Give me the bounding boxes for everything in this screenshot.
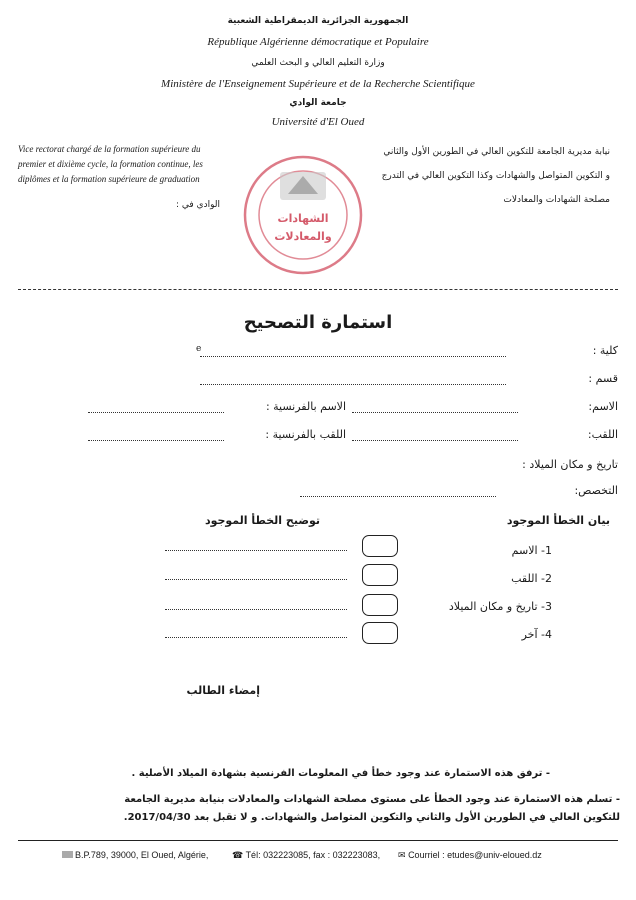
stamp-text <box>258 210 348 246</box>
ministry-ar: وزارة التعليم العالي و البحث العلمي <box>251 58 385 68</box>
error-item-birth: 3- تاريخ و مكان الميلاد <box>448 600 552 613</box>
faculty-field[interactable] <box>200 356 506 357</box>
error-checkbox-birth[interactable] <box>362 594 398 616</box>
faculty-label: كلية : <box>592 344 618 357</box>
surname-fr-field[interactable] <box>88 440 224 441</box>
address-text: B.P.789, 39000, El Oued, Algérie, <box>75 850 209 860</box>
vice-rectorat-line-3: diplômes et la formation supérieure de graduation <box>18 174 200 184</box>
phone-icon: ☎ <box>232 850 244 860</box>
directorate-line-1: نيابة مديرية الجامعة للتكوين العالي في الطورين الأول والثاني <box>383 147 610 157</box>
republic-ar: الجمهورية الجزائرية الديمقراطية الشعبية <box>227 16 409 26</box>
note-2b: للتكوين العالي في الطورين الأول والثاني والتكوين المتواصل والشهادات. و لا تقبل بعد 2017/04/30. <box>123 812 620 823</box>
error-checkbox-name[interactable] <box>362 535 398 557</box>
footer-phone <box>232 850 380 861</box>
surname-label: اللقب: <box>587 428 618 441</box>
mail-icon <box>62 851 73 858</box>
vice-rectorat-line-2: premier et dixième cycle, la formation continue, les <box>18 159 203 169</box>
signature-label: إمضاء الطالب <box>186 684 260 697</box>
error-item-name: 1- الاسم <box>511 544 552 557</box>
directorate-block <box>360 140 610 212</box>
department-label: قسم : <box>588 372 618 385</box>
note-2a: - تسلم هذه الاستمارة عند وجود الخطأ على مستوى مصلحة الشهادات والمعادلات بنيابة مديرية الجامعة <box>124 794 620 805</box>
department-field[interactable] <box>200 384 506 385</box>
vice-rectorat-block <box>18 142 233 187</box>
email-icon: ✉ <box>398 850 406 860</box>
explain-field-name[interactable] <box>165 550 347 551</box>
explain-field-other[interactable] <box>165 637 347 638</box>
error-item-surname: 2- اللقب <box>511 572 552 585</box>
error-checkbox-surname[interactable] <box>362 564 398 586</box>
date-label: الوادي في : <box>175 200 220 210</box>
errors-header: بيان الخطأ الموجود <box>506 514 610 527</box>
error-item-other: 4- آخر <box>521 628 552 641</box>
directorate-line-3: مصلحة الشهادات والمعادلات <box>503 195 610 205</box>
explain-field-surname[interactable] <box>165 579 347 580</box>
birth-label: تاريخ و مكان الميلاد : <box>522 458 618 471</box>
directorate-line-2: و التكوين المتواصل والشهادات وكذا التكوين العالي في التدرج <box>381 171 610 181</box>
stamp-line-1: الشهادات <box>277 212 329 225</box>
name-fr-field[interactable] <box>88 412 224 413</box>
form-title: استمارة التصحيح <box>243 312 393 333</box>
footer-separator <box>18 840 618 841</box>
footer-address <box>62 850 208 860</box>
email-text[interactable]: Courriel : etudes@univ-eloued.dz <box>408 850 542 860</box>
stamp-line-2: والمعادلات <box>274 230 332 243</box>
ministry-fr: Ministère de l'Enseignement Supérieure et de la Recherche Scientifique <box>161 78 475 90</box>
mark-icon: e <box>196 344 202 354</box>
error-checkbox-other[interactable] <box>362 622 398 644</box>
republic-fr: République Algérienne démocratique et Populaire <box>207 36 429 48</box>
vice-rectorat-line-1: Vice rectorat chargé de la formation supérieure du <box>18 144 201 154</box>
note-1: - ترفق هذه الاستمارة عند وجود خطأ في المعلومات الفرنسية بشهادة الميلاد الأصلية . <box>131 768 550 779</box>
name-field[interactable] <box>352 412 518 413</box>
university-ar: جامعة الوادي <box>289 98 347 108</box>
footer-email <box>398 850 542 861</box>
specialty-field[interactable] <box>300 496 496 497</box>
header-separator <box>18 289 618 290</box>
surname-field[interactable] <box>352 440 518 441</box>
specialty-label: التخصص: <box>574 484 618 497</box>
university-fr: Université d'El Oued <box>271 116 365 128</box>
tel-text: Tél: 032223085, fax : 032223083, <box>245 850 381 860</box>
name-label: الاسم: <box>588 400 618 413</box>
explain-header: توضيح الخطأ الموجود <box>204 514 320 527</box>
explain-field-birth[interactable] <box>165 609 347 610</box>
surname-fr-label: اللقب بالفرنسية : <box>265 428 346 441</box>
name-fr-label: الاسم بالفرنسية : <box>265 400 346 413</box>
